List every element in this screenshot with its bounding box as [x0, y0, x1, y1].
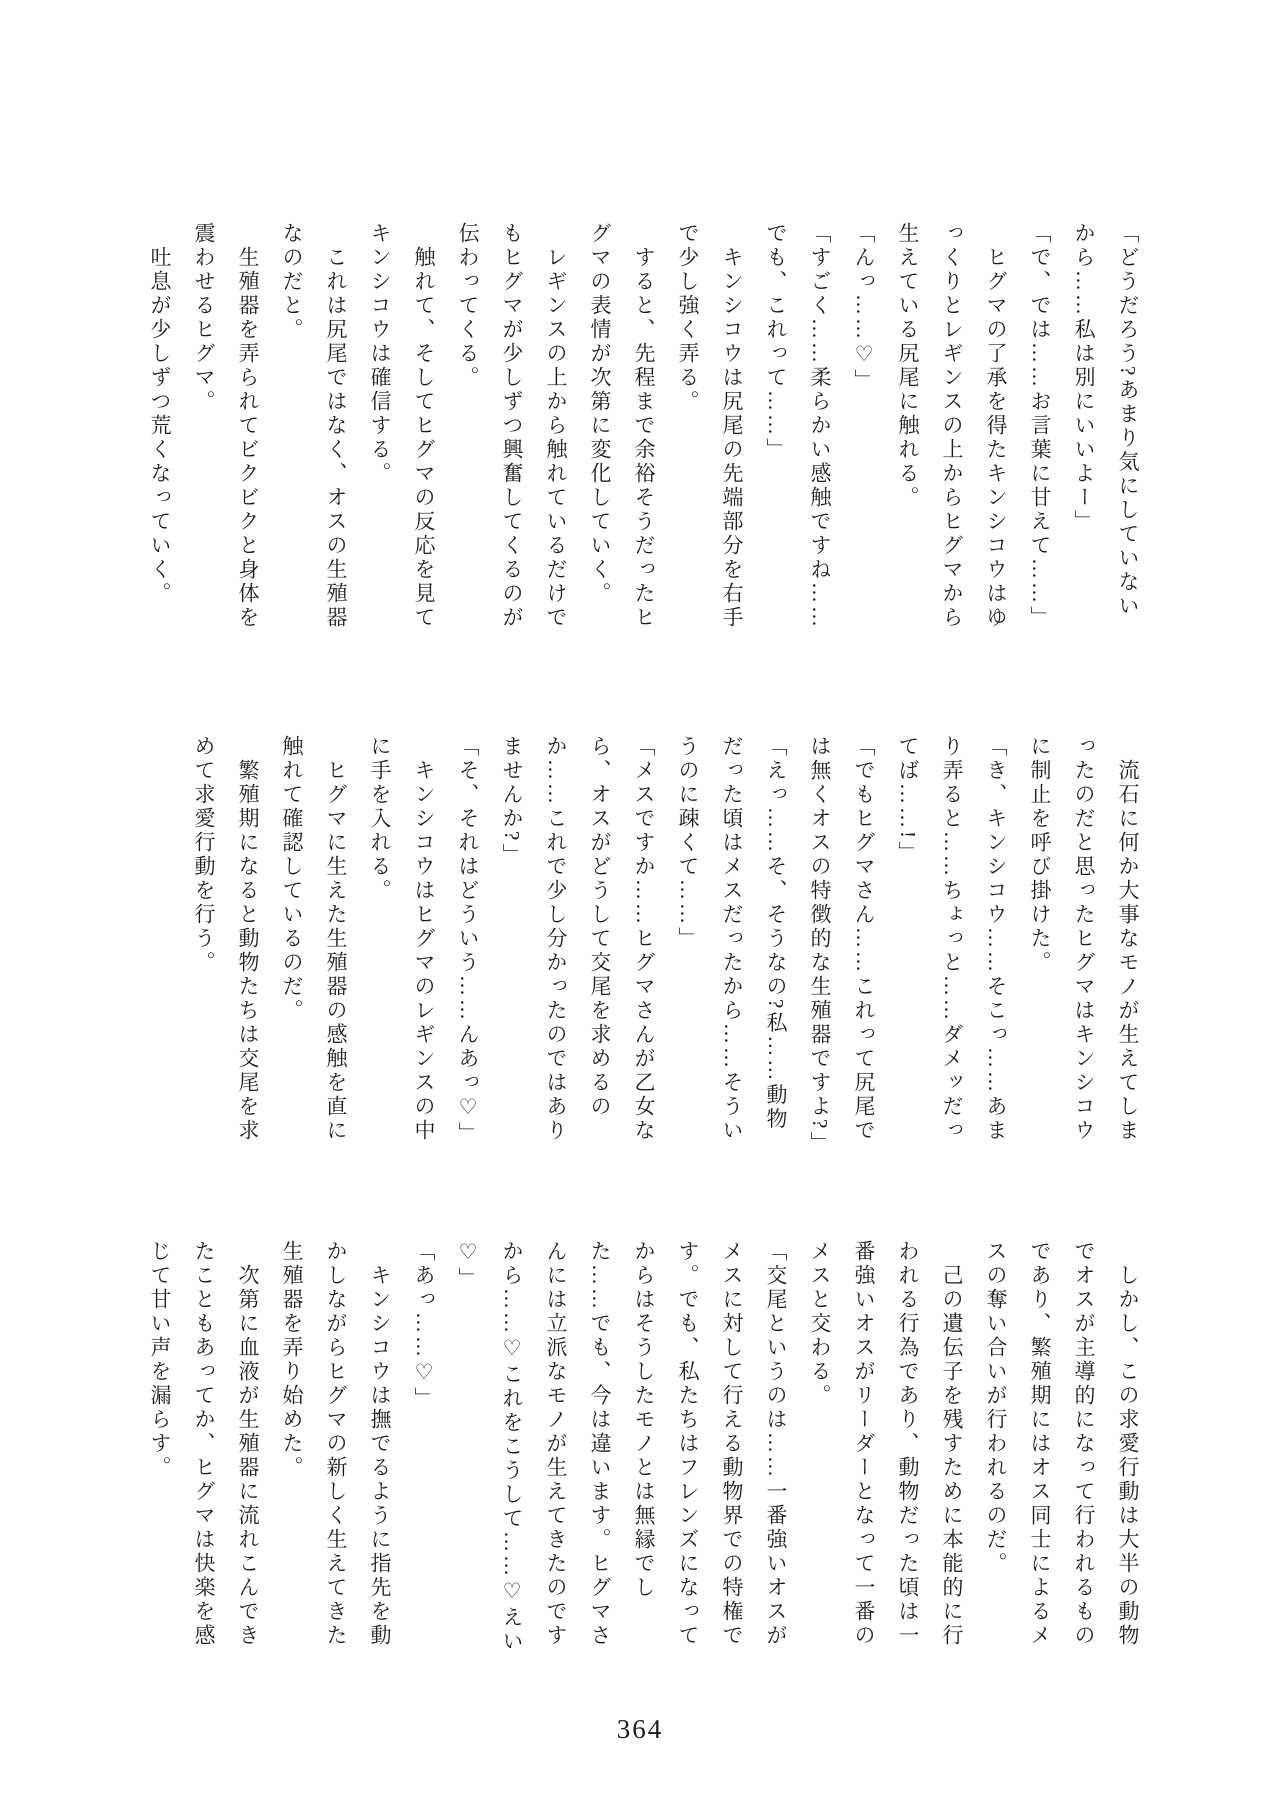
paragraph: 「き、キンシコウ……そこっ……あまり弄ると……ちょっと……ダメッだってば……!」 — [896, 735, 1008, 1143]
paragraph: 触れて、そしてヒグマの反応を見てキンシコウは確信する。 — [368, 222, 436, 630]
paragraph: 流石に何か大事なモノが生えてしまったのだと思ったヒグマはキンシコウに制止を呼び掛けた。 — [1028, 735, 1140, 1143]
text-band-top — [134, 222, 1150, 638]
paragraph: 「すごく……柔らかい感触ですね……でも、これって……」 — [764, 222, 832, 630]
paragraph: 「で、では……お言葉に甘えて……」 — [1028, 222, 1052, 630]
paragraph: これは尻尾ではなく、オスの生殖器なのだと。 — [280, 222, 348, 630]
page-number: 364 — [616, 1714, 664, 1744]
paragraph: しかし、この求愛行動は大半の動物でオスが主導的になって行われるものであり、繁殖期にはオス同士によるメスの奪い合いが行われるのだ。 — [984, 1240, 1140, 1648]
paragraph: 吐息が少しずつ荒くなっていく。 — [148, 222, 172, 606]
paragraph: 次第に血液が生殖器に流れこんできたこともあってか、ヒグマは快楽を感じて甘い声を漏らす。 — [148, 1240, 260, 1648]
paragraph: 「メスですか……ヒグマさんが乙女なら、オスがどうして交尾を求めるのか……これで少し分かったのではありませんか?」 — [500, 735, 656, 1143]
paragraph: 「交尾というのは……一番強いオスがメスに対して行える動物界での特権です。でも、私たちはフレンズになってからはそうしたモノとは無縁でした……でも、今は違います。ヒグマさんには立派なモノが生えてきたのですから……♡これをこうして……♡えい♡」 — [456, 1240, 788, 1654]
paragraph: 「どうだろう?あまり気にしていないから……私は別にいいよー」 — [1072, 222, 1140, 619]
paragraph: ヒグマに生えた生殖器の感触を直に触れて確認しているのだ。 — [280, 735, 348, 1143]
paragraph: レギンスの上から触れているだけでもヒグマが少しずつ興奮してくるのが伝わってくる。 — [456, 222, 568, 630]
paragraph: すると、先程まで余裕そうだったヒグマの表情が次第に変化していく。 — [588, 222, 656, 630]
text-band-middle — [134, 735, 1150, 1156]
paragraph: 「あっ……♡」 — [412, 1240, 436, 1411]
paragraph: 「んっ……♡」 — [852, 222, 876, 393]
paragraph: 「でもヒグマさん……これって尻尾では無くオスの特徴的な生殖器ですよ?」 — [808, 735, 876, 1156]
paragraph: キンシコウは尻尾の先端部分を右手で少し強く弄る。 — [676, 222, 744, 630]
paragraph: ヒグマの了承を得たキンシコウはゆっくりとレギンスの上からヒグマから生えている尻尾に触れる。 — [896, 222, 1008, 630]
paragraph: 己の遺伝子を残すために本能的に行われる行為であり、動物だった頃は一番強いオスがリーダーとなって一番のメスと交わる。 — [808, 1240, 964, 1648]
paragraph: 生殖器を弄られてビクビクと身体を震わせるヒグマ。 — [192, 222, 260, 630]
paragraph: 「そ、それはどういう……んあっ♡」 — [456, 735, 480, 1146]
paragraph: キンシコウはヒグマのレギンスの中に手を入れる。 — [368, 735, 436, 1143]
paragraph: 繁殖期になると動物たちは交尾を求めて求愛行動を行う。 — [192, 735, 260, 1143]
text-band-bottom — [134, 1240, 1150, 1656]
paragraph: キンシコウは撫でるように指先を動かしながらヒグマの新しく生えてきた生殖器を弄り始めた。 — [280, 1240, 392, 1648]
paragraph: 「えっ……そ、そうなの?私……動物だった頃はメスだったから……そういうのに疎くて……」 — [676, 735, 788, 1143]
